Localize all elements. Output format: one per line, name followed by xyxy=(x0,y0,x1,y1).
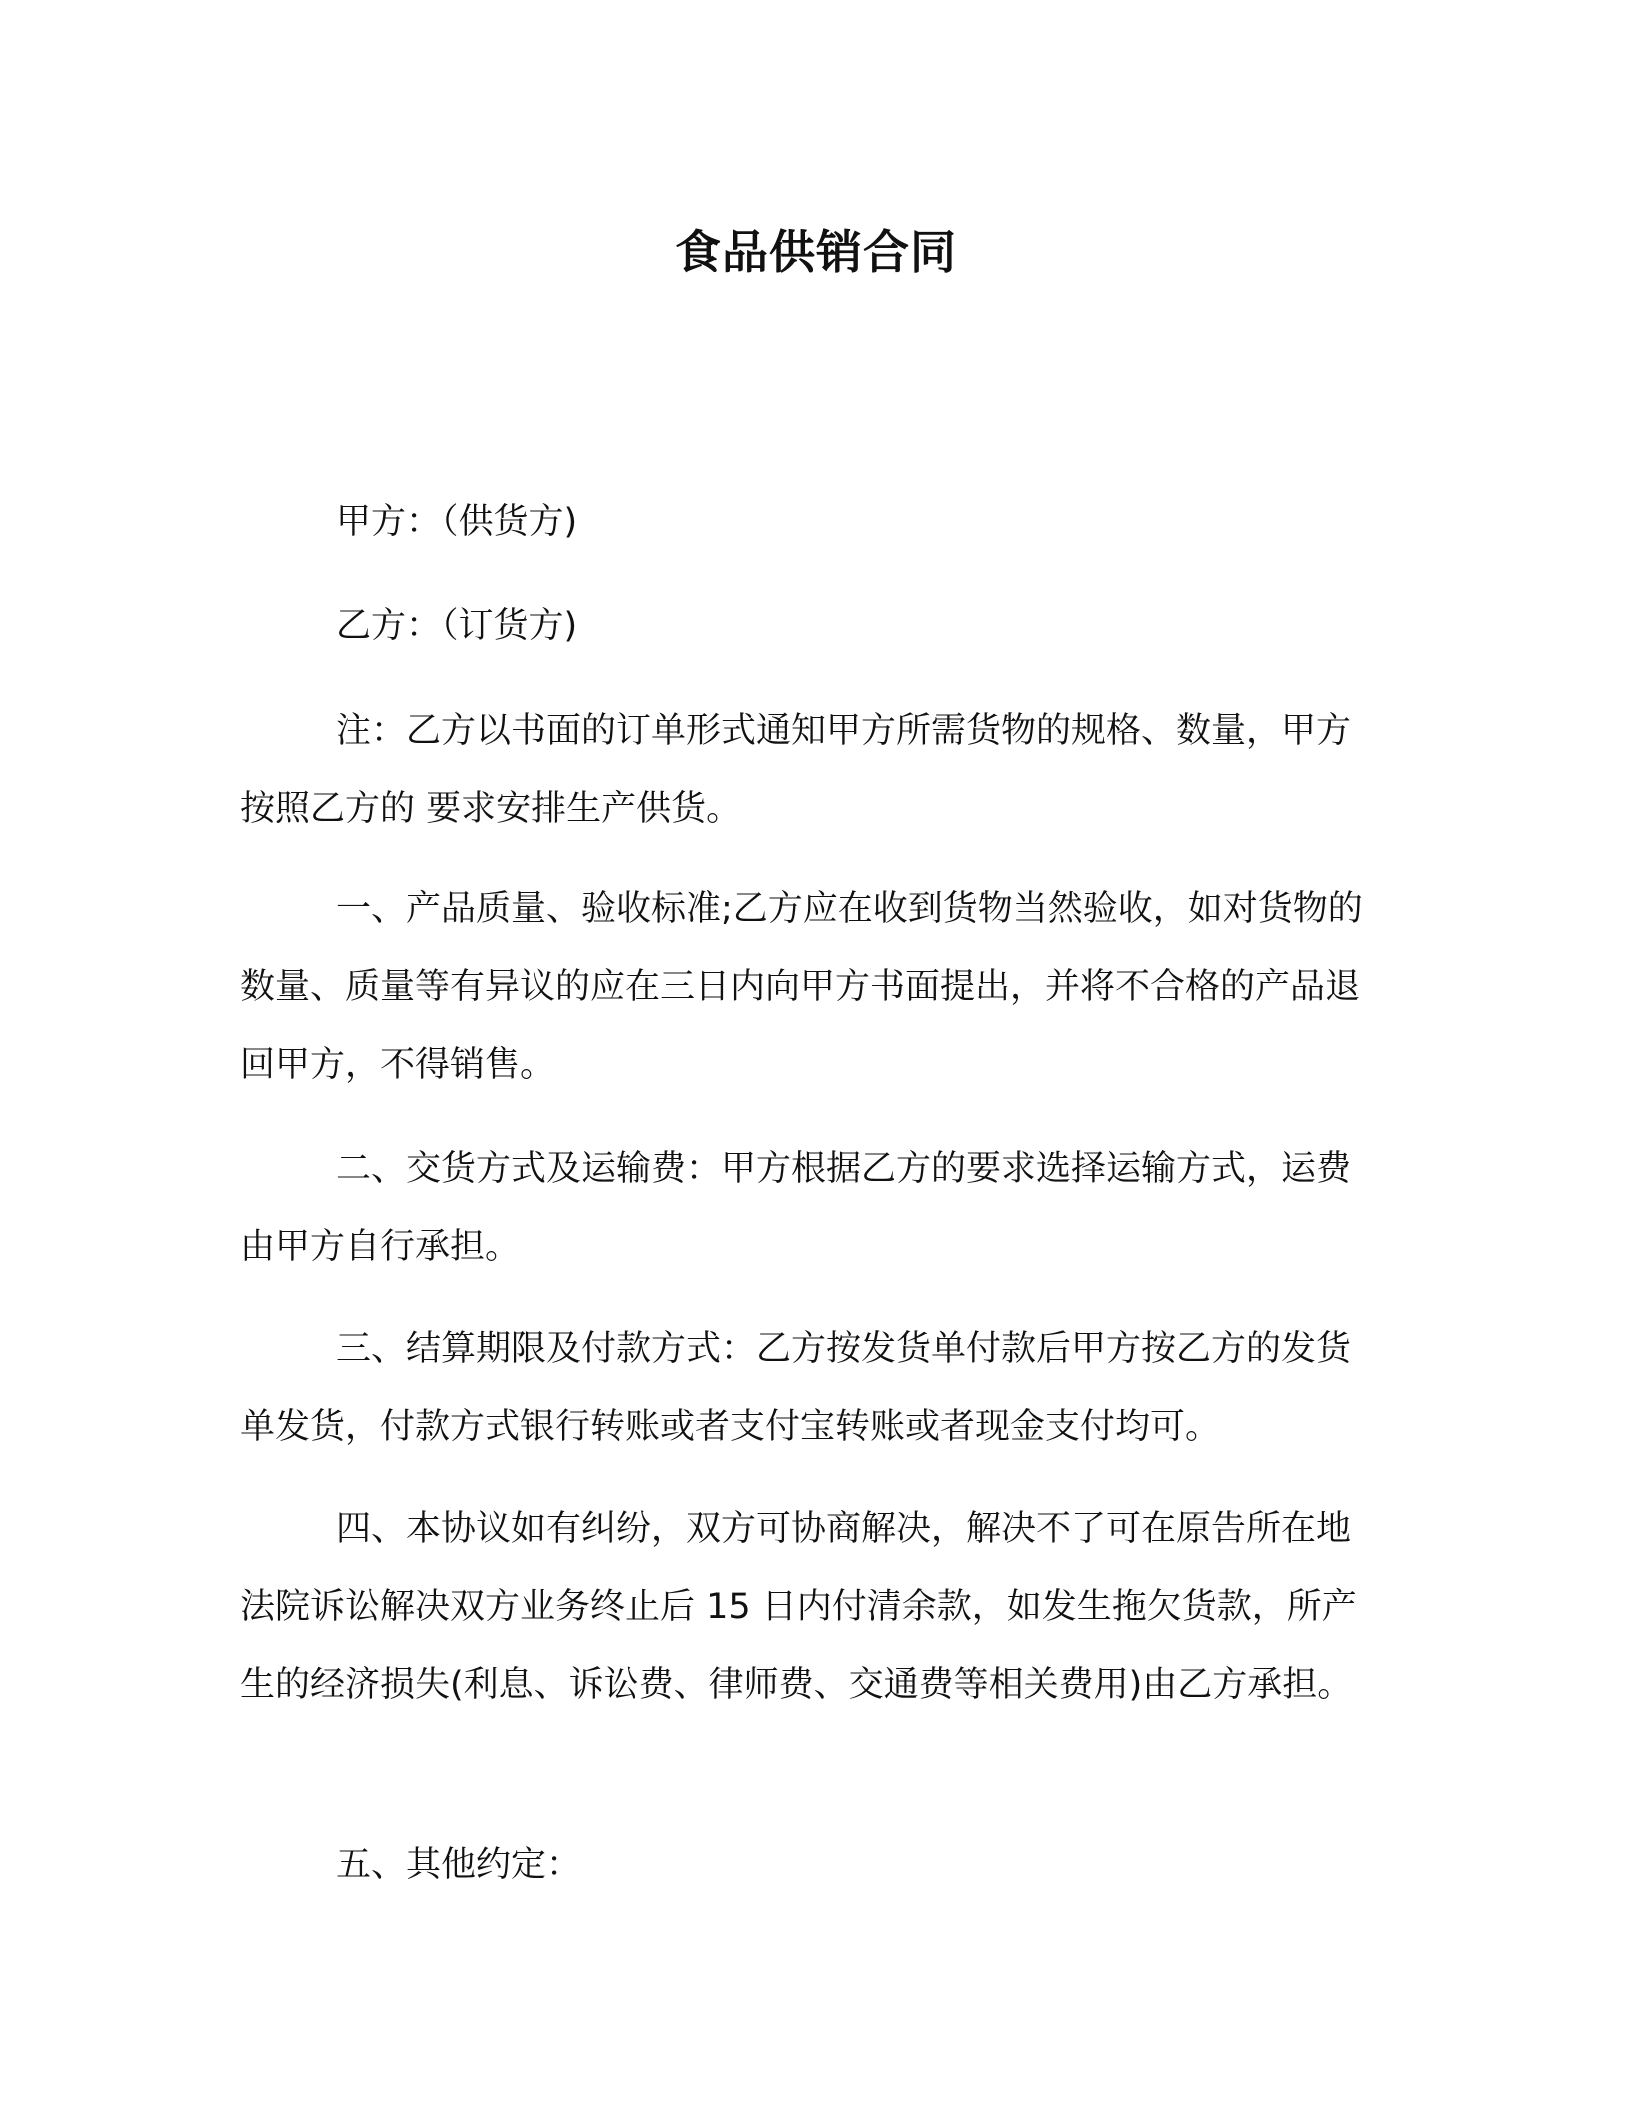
clause-delivery-freight: 二、交货方式及运输费：甲方根据乙方的要求选择运输方式，运费由甲方自行承担。 xyxy=(240,1149,1352,1267)
party-b-line: 乙方：（订货方) xyxy=(336,606,578,646)
note-paragraph: 注：乙方以书面的订单形式通知甲方所需货物的规格、数量，甲方按照乙方的 要求安排生产供货。 xyxy=(240,711,1352,829)
clause-quality-acceptance: 一、产品质量、验收标准;乙方应在收到货物当然验收，如对货物的数量、质量等有异议的应在三日内向甲方书面提出，并将不合格的产品退回甲方，不得销售。 xyxy=(240,889,1363,1085)
clause-settlement-payment: 三、结算期限及付款方式：乙方按发货单付款后甲方按乙方的发货单发货，付款方式银行转账或者支付宝转账或者现金支付均可。 xyxy=(240,1329,1352,1447)
clause-other-agreements: 五、其他约定： xyxy=(336,1845,582,1885)
clause-dispute-resolution: 四、本协议如有纠纷，双方可协商解决，解决不了可在原告所在地法院诉讼解决双方业务终止后 15 日内付清余款，如发生拖欠货款，所产生的经济损失(利息、诉讼费、律师费、交通费等相关费用)由乙方承担。 xyxy=(240,1509,1357,1705)
party-a-line: 甲方：（供货方) xyxy=(336,502,578,542)
document-title: 食品供销合同 xyxy=(675,225,957,279)
